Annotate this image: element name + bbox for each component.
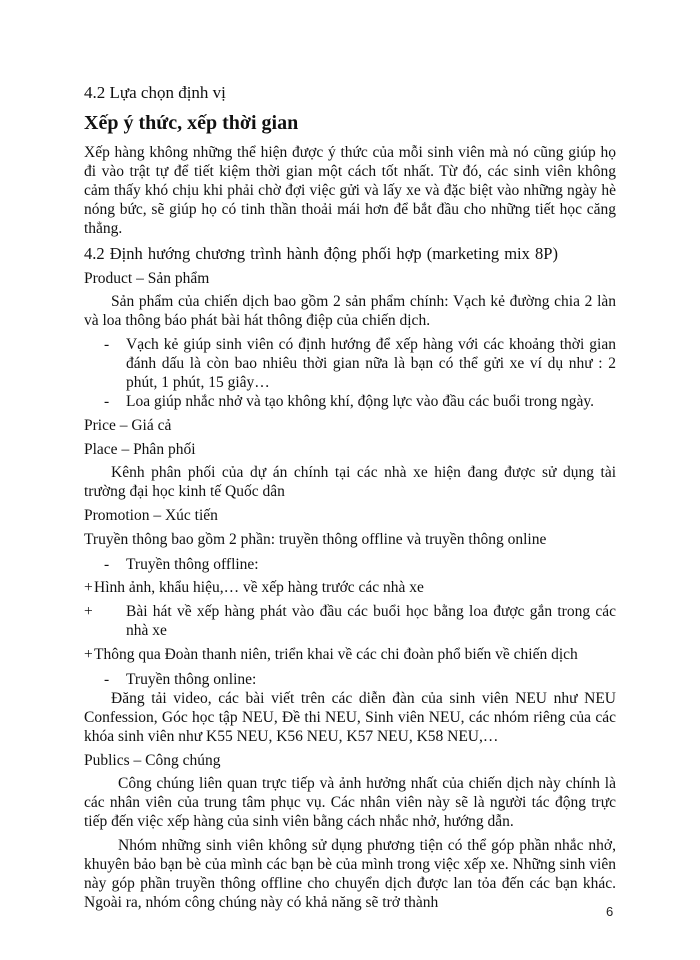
plus-marker: + (84, 646, 93, 663)
section-title: 4.2 Lựa chọn định vị (84, 83, 226, 102)
offline-label: - Truyền thông offline: (104, 556, 259, 573)
online-text: Đăng tải video, các bài viết trên các diễn đàn của sinh viên NEU như NEU Confession, Góc học tập NEU, Đề thi NEU, Sinh viên NEU, các nhóm riêng của các khóa sinh viên như K55 NEU, K56 NEU, K57 NEU, K58 NEU,… (84, 690, 616, 745)
place-heading: Place – Phân phối (84, 441, 196, 458)
plus-marker: + (84, 579, 93, 596)
promotion-heading: Promotion – Xúc tiến (84, 507, 218, 524)
publics-paragraph-1: Công chúng liên quan trực tiếp và ảnh hưởng nhất của chiến dịch này chính là các nhân viên của trung tâm phục vụ. Các nhân viên này sẽ là người tác động trực tiếp đến việc xếp hàng của sinh viên bằng cách nhắc nhở, hướng dẫn. (84, 775, 616, 830)
price-heading: Price – Giá cả (84, 417, 172, 434)
dash-marker: - (104, 336, 110, 353)
product-heading: Product – Sản phẩm (84, 270, 210, 287)
page-number: 6 (606, 904, 614, 919)
offline-item: + Hình ảnh, khẩu hiệu,… về xếp hàng trước các nhà xe (84, 579, 424, 596)
offline-item: + Thông qua Đoàn thanh niên, triển khai về các chi đoàn phổ biến về chiến dịch (84, 646, 578, 663)
document-page (84, 78, 616, 917)
product-text: Sản phẩm của chiến dịch bao gồm 2 sản phẩm chính: Vạch kẻ đường chia 2 làn và loa thông báo phát bài hát thông điệp của chiến dịch. (84, 293, 616, 329)
intro-paragraph: Xếp hàng không những thể hiện được ý thức của mỗi sinh viên mà nó cũng giúp họ đi vào trật tự để tiết kiệm thời gian một cách tốt nhất. Từ đó, các sinh viên không cảm thấy khó chịu khi phải chờ đợi việc gửi và lấy xe và đặc biệt vào những ngày hè nóng bức, sẽ giúp họ có tinh thần thoải mái hơn để bắt đầu cho những tiết học căng thẳng. (84, 144, 616, 237)
dash-marker: - (104, 556, 110, 573)
dash-marker: - (104, 671, 110, 688)
publics-heading: Publics – Công chúng (84, 752, 221, 769)
plus-marker: + (84, 603, 93, 620)
list-item: - Loa giúp nhắc nhở và tạo không khí, động lực vào đầu các buổi trong ngày. (104, 393, 594, 410)
online-label: - Truyền thông online: (104, 671, 257, 688)
place-text: Kênh phân phối của dự án chính tại các nhà xe hiện đang được sử dụng tài trường đại học kinh tế Quốc dân (84, 464, 616, 500)
offline-item: + Bài hát về xếp hàng phát vào đầu các buổi học bằng loa được gắn trong các nhà xe (84, 603, 616, 639)
list-item: - Vạch kẻ giúp sinh viên có định hướng để xếp hàng với các khoảng thời gian đánh dấu là còn bao nhiêu thời gian nữa là bạn có thể gửi xe ví dụ như : 2 phút, 1 phút, 15 giây… (104, 336, 616, 391)
publics-paragraph-2: Nhóm những sinh viên không sử dụng phương tiện có thể góp phần nhắc nhở, khuyên bảo bạn bè của mình các bạn bè của mình trong việc xếp xe. Những sinh viên này góp phần truyền thông offline cho chuyển dịch được lan tỏa đến các bạn khác. Ngoài ra, nhóm công chúng này có khả năng sẽ trở thành (84, 837, 616, 911)
main-heading: Xếp ý thức, xếp thời gian (84, 112, 299, 134)
dash-marker: - (104, 393, 110, 410)
marketing-mix-title: 4.2 Định hướng chương trình hành động phối hợp (marketing mix 8P) (84, 244, 558, 263)
product-bullets (84, 335, 616, 411)
promotion-intro: Truyền thông bao gồm 2 phần: truyền thông offline và truyền thông online (84, 531, 547, 548)
